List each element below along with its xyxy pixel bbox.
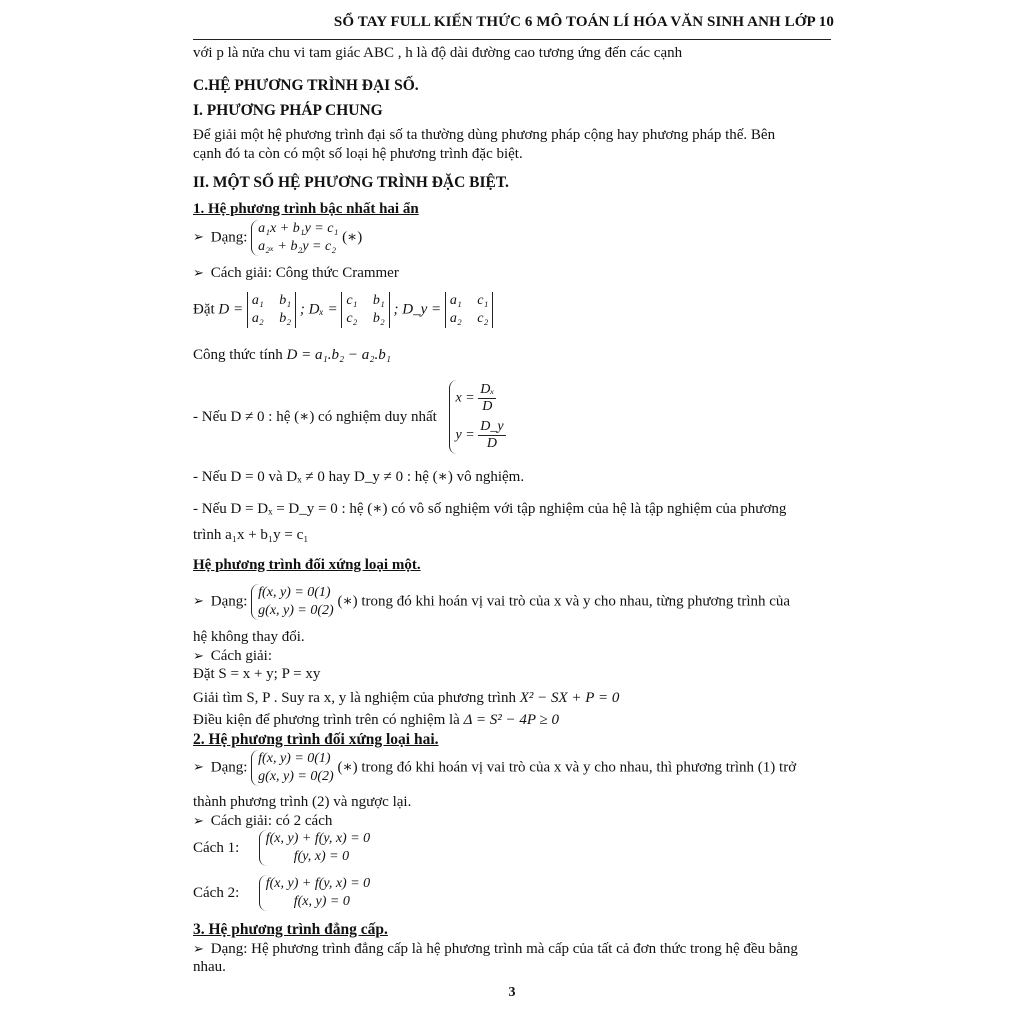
det-dy-row2: a₂ c₂	[449, 311, 489, 326]
s2-title-text: 2. Hệ phương trình đối xứng loại hai.	[193, 731, 439, 748]
det-d-row2: a₂ b₂	[251, 311, 292, 326]
dx1-dk: Điều kiện để phương trình trên có nghiệm là	[193, 712, 460, 728]
intro-line: với p là nửa chu vi tam giác ABC , h là độ dài đường cao tương ứng đến các cạnh	[193, 45, 683, 61]
cach2-eq1: f(x, y) + f(y, x) = 0	[265, 876, 371, 891]
dx1-giai-row	[193, 689, 619, 708]
y-frac-den: D	[486, 436, 497, 451]
x-frac-den: D	[482, 399, 493, 414]
cach2-label: Cách 2:	[193, 884, 240, 901]
dx1-eq2: g(x, y) = 0(2)	[258, 603, 334, 618]
y-frac-num: D_y	[480, 419, 504, 434]
s2-system-brace	[251, 750, 334, 786]
s3-title	[193, 920, 388, 939]
s1-eq1: a₁x + b₁y = c₁	[258, 221, 339, 236]
congthuc-expr: D = a₁.b₂ − a₂.b₁	[286, 347, 391, 363]
det-dx-row1: c₁ b₁	[346, 293, 385, 308]
s3-title-text: 3. Hệ phương trình đẳng cấp.	[193, 921, 388, 938]
s1-star: (∗)	[342, 229, 363, 246]
cach1-brace	[259, 830, 370, 866]
s1-system-brace	[251, 220, 338, 256]
det-dx-row2: c₂ b₂	[346, 311, 385, 326]
neu2-line: - Nếu D = 0 và Dₓ ≠ 0 hay D_y ≠ 0 : hệ (∗) vô nghiệm.	[193, 469, 525, 485]
cach1-row	[193, 830, 370, 866]
dx1-eq1: f(x, y) = 0(1)	[258, 585, 331, 600]
s1-dang-label: Dạng:	[210, 229, 248, 246]
congthuc-row	[193, 346, 391, 365]
s2-desc2: thành phương trình (2) và ngược lại.	[193, 794, 412, 810]
dx1-dk-row	[193, 711, 559, 730]
dx1-pt: X² − SX + P = 0	[519, 690, 620, 706]
x-fraction	[478, 382, 496, 415]
det-dy-row1: a₁ c₁	[449, 293, 489, 308]
arrow-bullet-icon: ➢	[193, 941, 204, 956]
section-ii-heading: II. MỘT SỐ HỆ PHƯƠNG TRÌNH ĐẶC BIỆT.	[193, 174, 509, 191]
para-i-line1: Để giải một hệ phương trình đại số ta thường dùng phương pháp cộng hay phương pháp thế. Bên	[193, 127, 776, 143]
page-header: SỔ TAY FULL KIẾN THỨC 6 MÔ TOÁN LÍ HÓA VĂN SINH ANH LỚP 10	[333, 14, 834, 30]
s1-eq2: a₂ₓ + b₂y = c₂	[258, 239, 337, 254]
s2-dang-row	[193, 750, 796, 786]
dx1-dat: Đặt S = x + y; P = xy	[193, 666, 321, 682]
y-eq-label: y =	[455, 427, 475, 443]
arrow-bullet-icon: ➢	[193, 813, 204, 828]
header-rule	[193, 39, 831, 40]
neu1-text: - Nếu D ≠ 0 : hệ (∗) có nghiệm duy nhất	[193, 408, 437, 425]
section-c-heading: C.HỆ PHƯƠNG TRÌNH ĐẠI SỐ.	[193, 77, 419, 94]
dx1-desc2: hệ không thay đổi.	[193, 629, 305, 645]
neu1-row	[193, 380, 506, 454]
s2-star: (∗)	[337, 759, 358, 776]
s2-cachgiai: Cách giải: có 2 cách	[210, 813, 333, 829]
congthuc-label: Công thức tính	[193, 347, 283, 363]
det-dx-matrix	[341, 292, 389, 328]
dat-label: Đặt	[193, 301, 215, 318]
determinant-row	[193, 292, 493, 328]
x-eq-label: x =	[455, 390, 475, 406]
dx1-cachgiai: Cách giải:	[210, 648, 272, 664]
s2-eq2: g(x, y) = 0(2)	[258, 769, 334, 784]
dx1-cachgiai-row	[193, 646, 272, 666]
s3-dang2: nhau.	[193, 959, 226, 975]
det-dx-label: ; Dₓ =	[299, 301, 338, 318]
x-frac-num: Dₓ	[480, 382, 495, 397]
cach1-eq2: f(y, x) = 0	[293, 849, 350, 864]
neu3-line: - Nếu D = Dₓ = D_y = 0 : hệ (∗) có vô số nghiệm với tập nghiệm của hệ là tập nghiệm của phương	[193, 501, 787, 517]
det-dy-label: ; D_y =	[393, 301, 442, 318]
arrow-bullet-icon: ➢	[193, 648, 204, 663]
unique-solution-brace	[449, 380, 506, 454]
y-solution	[456, 417, 506, 454]
dx1-dang-row	[193, 584, 790, 620]
para-i-line2: cạnh đó ta còn có một số loại hệ phương trình đặc biệt.	[193, 146, 523, 162]
neu3-cont-line: trình a₁x + b₁y = c₁	[193, 527, 309, 543]
det-d-matrix	[247, 292, 296, 328]
dx1-system-brace	[251, 584, 334, 620]
det-d-row1: a₁ b₁	[251, 293, 292, 308]
x-solution	[456, 380, 506, 417]
s1-cachgiai-row	[193, 263, 399, 283]
s2-dang-label: Dạng:	[210, 759, 248, 776]
s2-cachgiai-row	[193, 811, 332, 831]
dx1-desc: trong đó khi hoán vị vai trò của x và y cho nhau, từng phương trình của	[361, 593, 791, 610]
arrow-bullet-icon: ➢	[193, 759, 204, 775]
section-i-heading: I. PHƯƠNG PHÁP CHUNG	[193, 102, 383, 119]
arrow-bullet-icon: ➢	[193, 593, 204, 609]
s1-dang-row	[193, 220, 362, 256]
cach2-eq2: f(x, y) = 0	[293, 894, 350, 909]
s2-desc: trong đó khi hoán vị vai trò của x và y cho nhau, thì phương trình (1) trở	[361, 759, 797, 776]
arrow-bullet-icon: ➢	[193, 265, 204, 280]
cach1-eq1: f(x, y) + f(y, x) = 0	[265, 831, 371, 846]
s2-title	[193, 730, 439, 749]
dx1-dk-expr: Δ = S² − 4P ≥ 0	[463, 712, 559, 728]
s3-dang-row	[193, 939, 798, 959]
y-fraction	[478, 419, 505, 452]
det-dy-matrix	[445, 292, 493, 328]
s1-title: 1. Hệ phương trình bậc nhất hai ẩn	[193, 201, 419, 217]
det-d-label: D =	[218, 301, 244, 318]
dx1-dang-label: Dạng:	[210, 593, 248, 610]
dx1-star: (∗)	[337, 593, 358, 610]
page-number: 3	[508, 985, 516, 1000]
arrow-bullet-icon: ➢	[193, 229, 204, 245]
dx1-giai: Giải tìm S, P . Suy ra x, y là nghiệm của phương trình	[193, 690, 516, 706]
s3-dang: Dạng: Hệ phương trình đẳng cấp là hệ phương trình mà cấp của tất cả đơn thức trong hệ đều bằng	[210, 941, 798, 957]
s1-cachgiai: Cách giải: Công thức Crammer	[210, 265, 399, 281]
s2-eq1: f(x, y) = 0(1)	[258, 751, 331, 766]
dx1-title: Hệ phương trình đối xứng loại một.	[193, 557, 421, 573]
cach2-row	[193, 875, 370, 911]
cach1-label: Cách 1:	[193, 839, 240, 856]
cach2-brace	[259, 875, 370, 911]
